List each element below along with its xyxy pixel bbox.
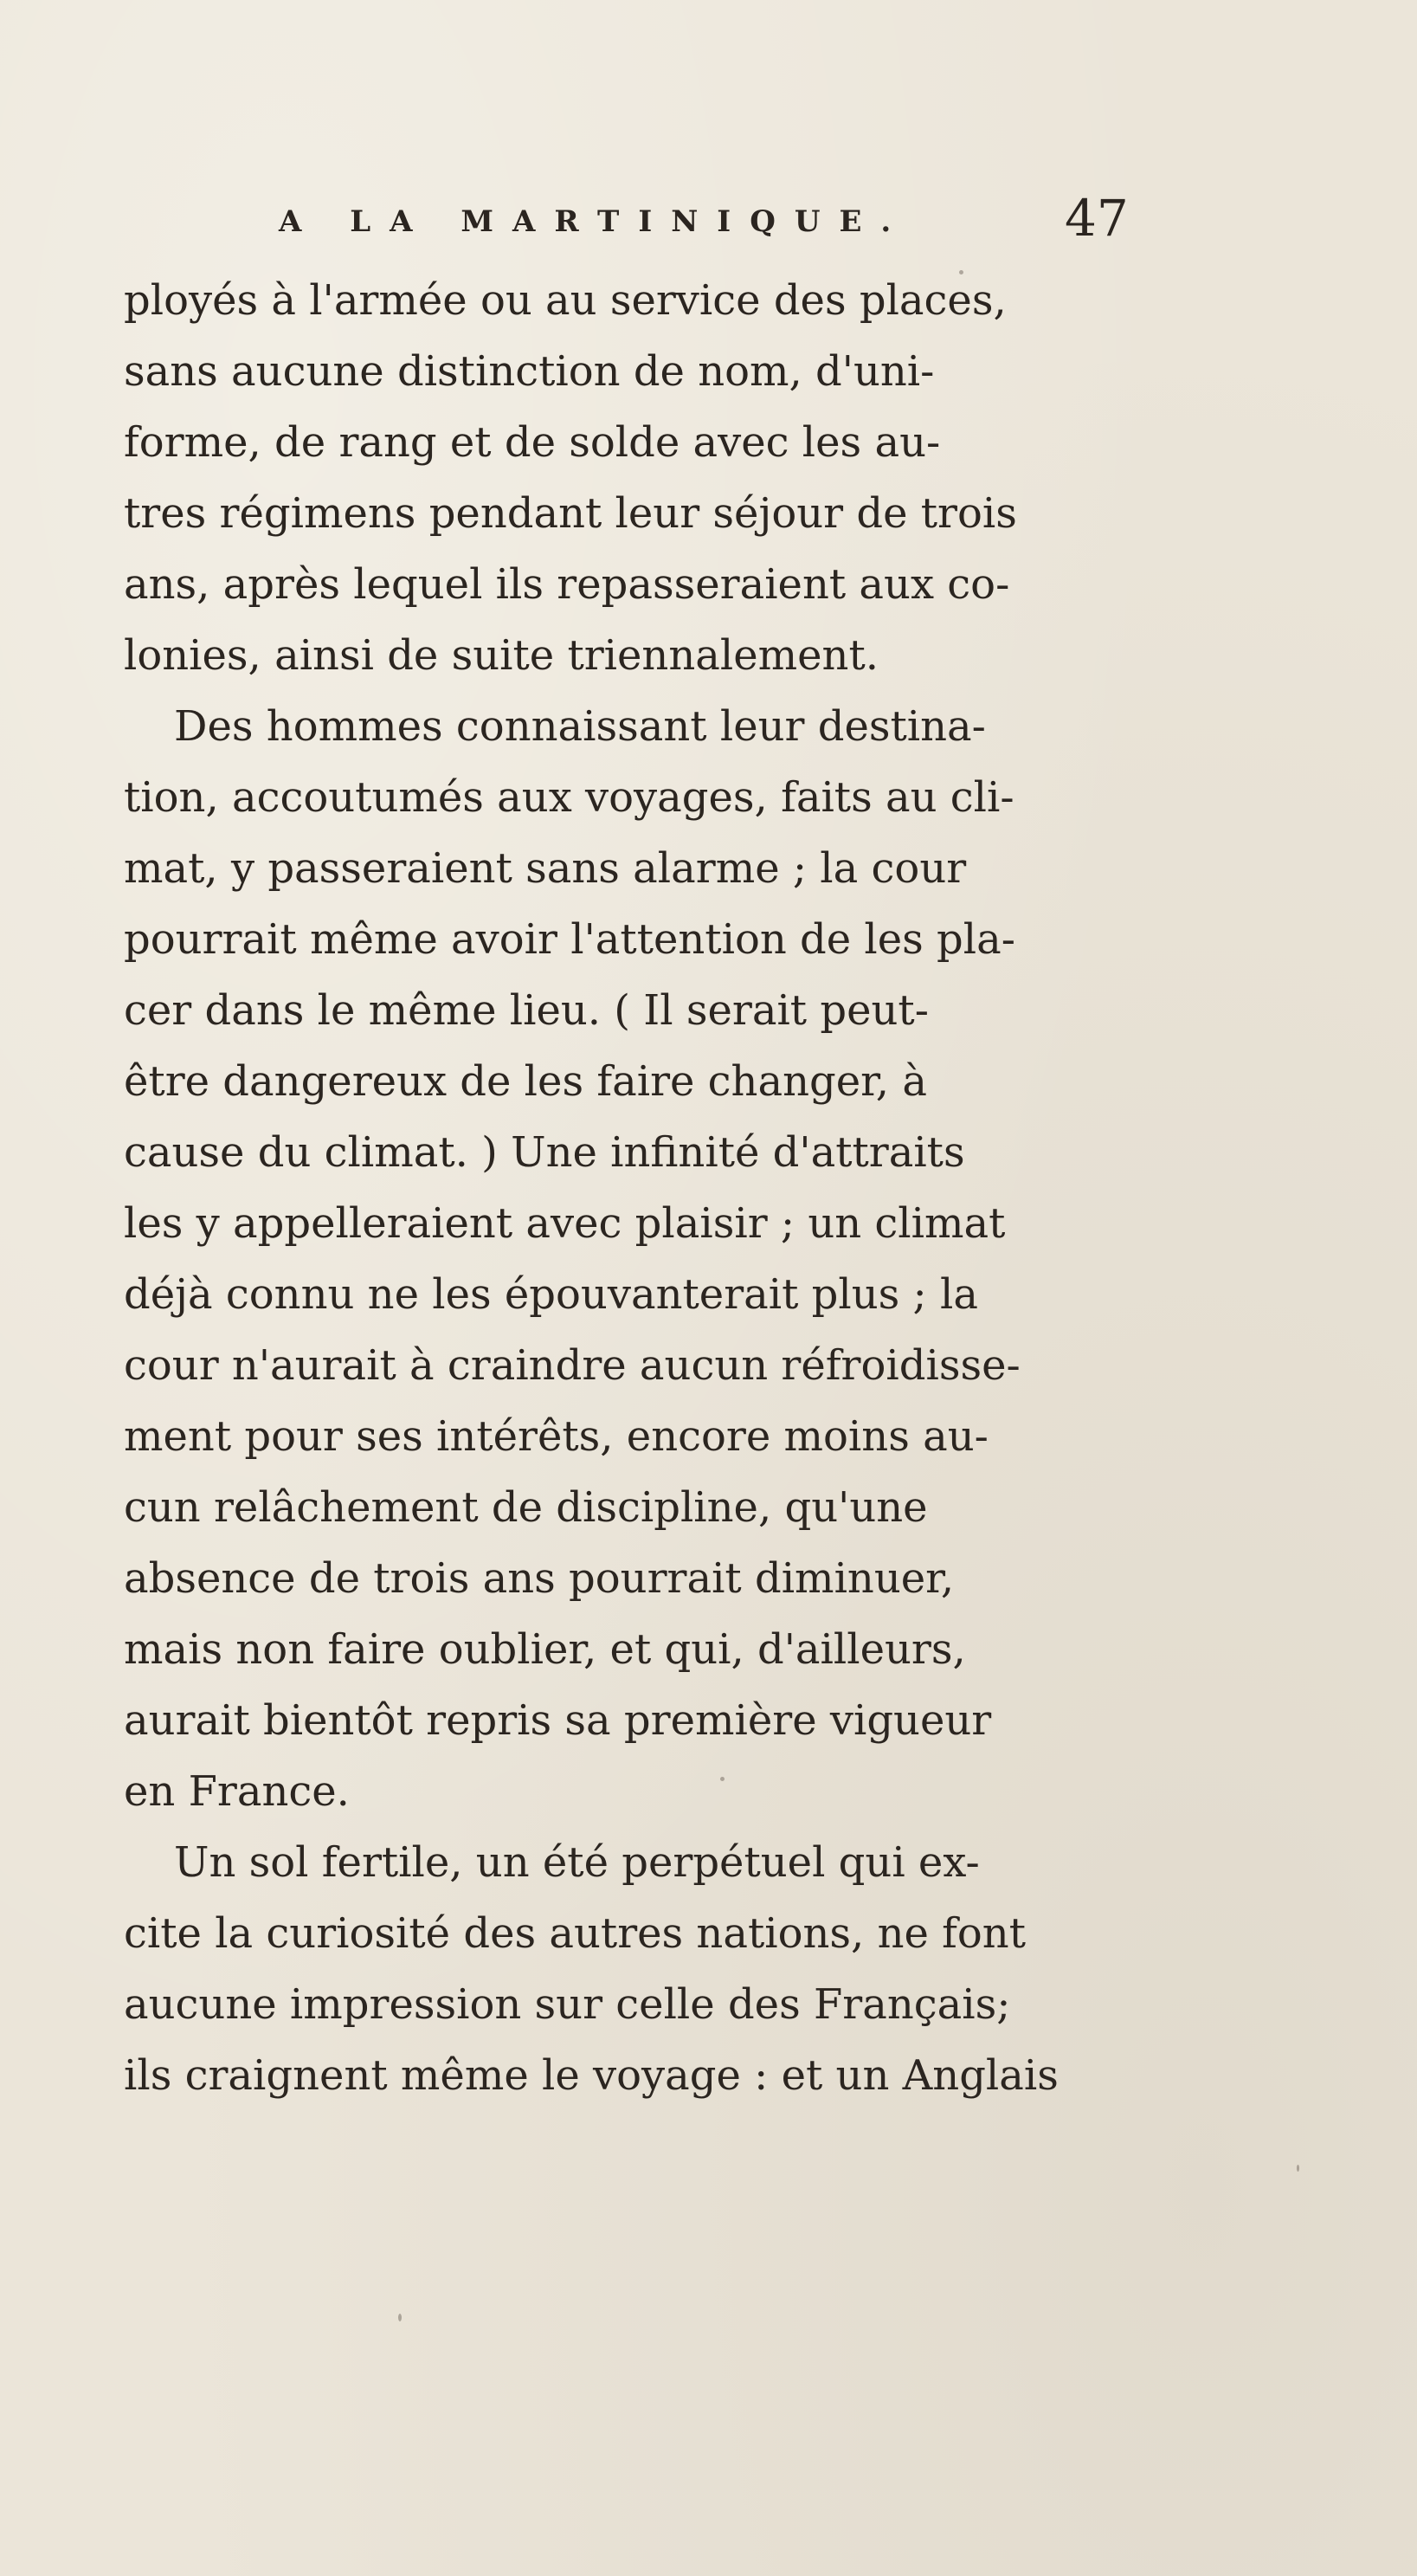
text-line: cer dans le même lieu. ( Il serait peut- xyxy=(124,986,929,1035)
text-line: déjà connu ne les épouvanterait plus ; la xyxy=(124,1270,978,1319)
text-line: tres régimens pendant leur séjour de trois xyxy=(124,489,1017,538)
text-line: sans aucune distinction de nom, d'uni- xyxy=(124,347,935,396)
text-line: mais non faire oublier, et qui, d'ailleurs, xyxy=(124,1625,966,1674)
running-head xyxy=(279,189,1144,258)
text-line: forme, de rang et de solde avec les au- xyxy=(124,418,941,467)
text-line: cite la curiosité des autres nations, ne font xyxy=(124,1909,1027,1958)
text-line: en France. xyxy=(124,1767,350,1816)
text-line: mat, y passeraient sans alarme ; la cour xyxy=(124,844,967,893)
text-line: absence de trois ans pourrait diminuer, xyxy=(124,1554,955,1603)
paper-speck xyxy=(720,1777,725,1781)
paragraph-first-line: Des hommes connaissant leur destina- xyxy=(174,702,986,751)
text-line: ment pour ses intérêts, encore moins au- xyxy=(124,1412,989,1461)
text-line: aurait bientôt repris sa première vigueur xyxy=(124,1696,992,1745)
text-line: pourrait même avoir l'attention de les pla- xyxy=(124,915,1015,964)
text-line: aucune impression sur celle des Français; xyxy=(124,1980,1011,2029)
body-text xyxy=(124,265,1128,2111)
text-line: ans, après lequel ils repasseraient aux co- xyxy=(124,560,1010,609)
paragraph-first-line: Un sol fertile, un été perpétuel qui ex- xyxy=(174,1838,980,1887)
text-line: lonies, ainsi de suite triennalement. xyxy=(124,631,879,680)
text-line: cun relâchement de discipline, qu'une xyxy=(124,1483,928,1532)
page-number: 47 xyxy=(1065,189,1129,248)
running-title: A LA MARTINIQUE. xyxy=(279,204,911,239)
paper-speck xyxy=(1297,2165,1299,2172)
text-line: tion, accoutumés aux voyages, faits au cli- xyxy=(124,773,1014,822)
text-line: ployés à l'armée ou au service des places, xyxy=(124,276,1007,325)
text-line: cour n'aurait à craindre aucun réfroidisse- xyxy=(124,1341,1021,1390)
text-line: cause du climat. ) Une infinité d'attraits xyxy=(124,1128,965,1177)
text-line: ils craignent même le voyage : et un Anglais xyxy=(124,2051,1059,2100)
paper-speck xyxy=(398,2314,402,2321)
text-line: les y appelleraient avec plaisir ; un climat xyxy=(124,1199,1006,1248)
text-line: être dangereux de les faire changer, à xyxy=(124,1057,927,1106)
paper-speck xyxy=(959,270,963,274)
